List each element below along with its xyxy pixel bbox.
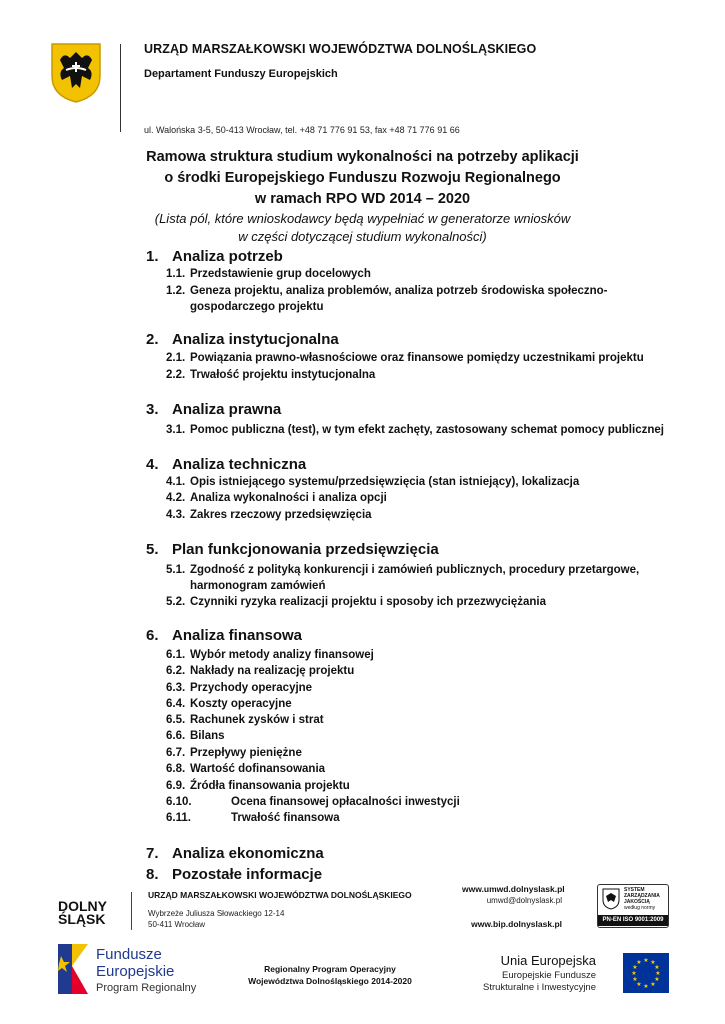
svg-text:★: ★ xyxy=(636,959,642,966)
unia-europejska-text: Unia Europejska Europejskie Fundusze Strukturalne i Inwestycyjne xyxy=(483,953,596,993)
doc-subtitle-line1: (Lista pól, które wnioskodawcy będą wypełniać w generatorze wniosków xyxy=(154,211,571,226)
fundusze-text: Fundusze Europejskie Program Regionalny xyxy=(96,946,197,994)
svg-text:★: ★ xyxy=(655,970,661,977)
list-item: 6.2. Nakłady na realizację projektu xyxy=(166,665,355,677)
svg-text:★: ★ xyxy=(632,976,638,983)
list-item: 6.10. Ocena finansowej opłacalności inwestycji xyxy=(166,796,460,808)
list-item: 2.2. Trwałość projektu instytucjonalna xyxy=(166,369,376,381)
dolny-slask-logo: DOLNY ŚLĄSK xyxy=(58,898,107,927)
list-item: 2.1. Powiązania prawno-własnościowe oraz finansowe pomiędzy uczestnikami projektu xyxy=(166,352,644,364)
list-item: 4.1. Opis istniejącego systemu/przedsięwzięcia (stan istniejący), lokalizacja xyxy=(166,476,580,488)
list-item: 3.1. Pomoc publiczna (test), w tym efekt zachęty, zastosowany schemat pomocy publicznej xyxy=(166,424,664,436)
svg-text:★: ★ xyxy=(654,964,660,971)
footer-web-link[interactable]: www.umwd.dolnyslask.pl xyxy=(462,884,565,894)
section-heading: 4. Analiza techniczna xyxy=(146,456,307,473)
footer-institution: URZĄD MARSZAŁKOWSKI WOJEWÓDZTWA DOLNOŚLĄSKIEGO xyxy=(148,890,412,900)
section-heading: 1. Analiza potrzeb xyxy=(146,248,283,265)
coat-of-arms-logo xyxy=(50,42,102,104)
svg-text:★: ★ xyxy=(636,981,642,988)
list-item: 6.5. Rachunek zysków i strat xyxy=(166,714,324,726)
list-item: 6.6. Bilans xyxy=(166,730,225,742)
list-item: 6.4. Koszty operacyjne xyxy=(166,698,292,710)
header-department: Departament Funduszy Europejskich xyxy=(144,68,338,80)
list-item: 6.9. Źródła finansowania projektu xyxy=(166,780,350,792)
quality-cert-badge: SYSTEM ZARZĄDZANIA JAKOŚCIĄ według normy PN-EN ISO 9001:2009 xyxy=(597,884,669,928)
section-heading: 2. Analiza instytucjonalna xyxy=(146,331,339,348)
section-heading: 8. Pozostałe informacje xyxy=(146,866,323,883)
list-item: 6.3. Przychody operacyjne xyxy=(166,682,313,694)
list-item: 6.8. Wartość dofinansowania xyxy=(166,763,326,775)
header-divider xyxy=(120,44,121,132)
list-item: 5.2. Czynniki ryzyka realizacji projektu i sposoby ich przezwyciężania xyxy=(166,596,546,608)
svg-text:★: ★ xyxy=(632,964,638,971)
list-item-continuation: gospodarczego projektu xyxy=(190,301,324,313)
section-heading: 5. Plan funkcjonowania przedsięwzięcia xyxy=(146,541,439,558)
list-item: 6.7. Przepływy pieniężne xyxy=(166,747,302,759)
eagle-icon xyxy=(602,888,620,910)
section-heading: 7. Analiza ekonomiczna xyxy=(146,845,324,862)
svg-text:★: ★ xyxy=(631,970,637,977)
list-item-continuation: harmonogram zamówień xyxy=(190,580,326,592)
svg-text:★: ★ xyxy=(643,957,649,964)
list-item: 4.3. Zakres rzeczowy przedsięwzięcia xyxy=(166,509,372,521)
list-item: 6.1. Wybór metody analizy finansowej xyxy=(166,649,374,661)
doc-title-line3: w ramach RPO WD 2014 – 2020 xyxy=(254,191,471,207)
header-address: ul. Walońska 3-5, 50-413 Wrocław, tel. +48 71 776 91 53, fax +48 71 776 91 66 xyxy=(144,125,460,135)
svg-text:★: ★ xyxy=(650,959,656,966)
list-item: 5.1. Zgodność z polityką konkurencji i zamówień publicznych, procedury przetargowe, xyxy=(166,564,640,576)
section-heading: 3. Analiza prawna xyxy=(146,401,282,418)
doc-subtitle-line2: w części dotyczącej studium wykonalności) xyxy=(238,229,487,244)
fundusze-europejskie-logo xyxy=(58,944,88,994)
section-heading: 6. Analiza finansowa xyxy=(146,627,303,644)
svg-text:★: ★ xyxy=(650,981,656,988)
doc-title-line2: o środki Europejskiego Funduszu Rozwoju Regionalnego xyxy=(164,170,561,186)
doc-title-line1: Ramowa struktura studium wykonalności na potrzeby aplikacji xyxy=(146,149,579,165)
svg-text:★: ★ xyxy=(654,976,660,983)
list-item: 6.11. Trwałość finansowa xyxy=(166,812,340,824)
footer-bip-link[interactable]: www.bip.dolnyslask.pl xyxy=(471,919,562,929)
footer-street: Wybrzeże Juliusza Słowackiego 12-14 xyxy=(148,909,285,918)
rpo-text: Regionalny Program Operacyjny Województwa Dolnośląskiego 2014-2020 xyxy=(248,964,412,986)
list-item: 4.2. Analiza wykonalności i analiza opcji xyxy=(166,492,387,504)
svg-text:★: ★ xyxy=(643,983,649,990)
eu-flag-icon xyxy=(623,953,669,993)
list-item: 1.1. Przedstawienie grup docelowych xyxy=(166,268,371,280)
cert-norm: PN-EN ISO 9001:2009 xyxy=(598,915,668,926)
footer-city: 50-411 Wrocław xyxy=(148,920,206,929)
list-item: 1.2. Geneza projektu, analiza problemów, analiza potrzeb środowiska społeczno- xyxy=(166,285,608,297)
footer-email-link[interactable]: umwd@dolnyslask.pl xyxy=(486,896,562,905)
header-institution: URZĄD MARSZAŁKOWSKI WOJEWÓDZTWA DOLNOŚLĄSKIEGO xyxy=(144,42,537,56)
footer-divider xyxy=(131,892,132,930)
